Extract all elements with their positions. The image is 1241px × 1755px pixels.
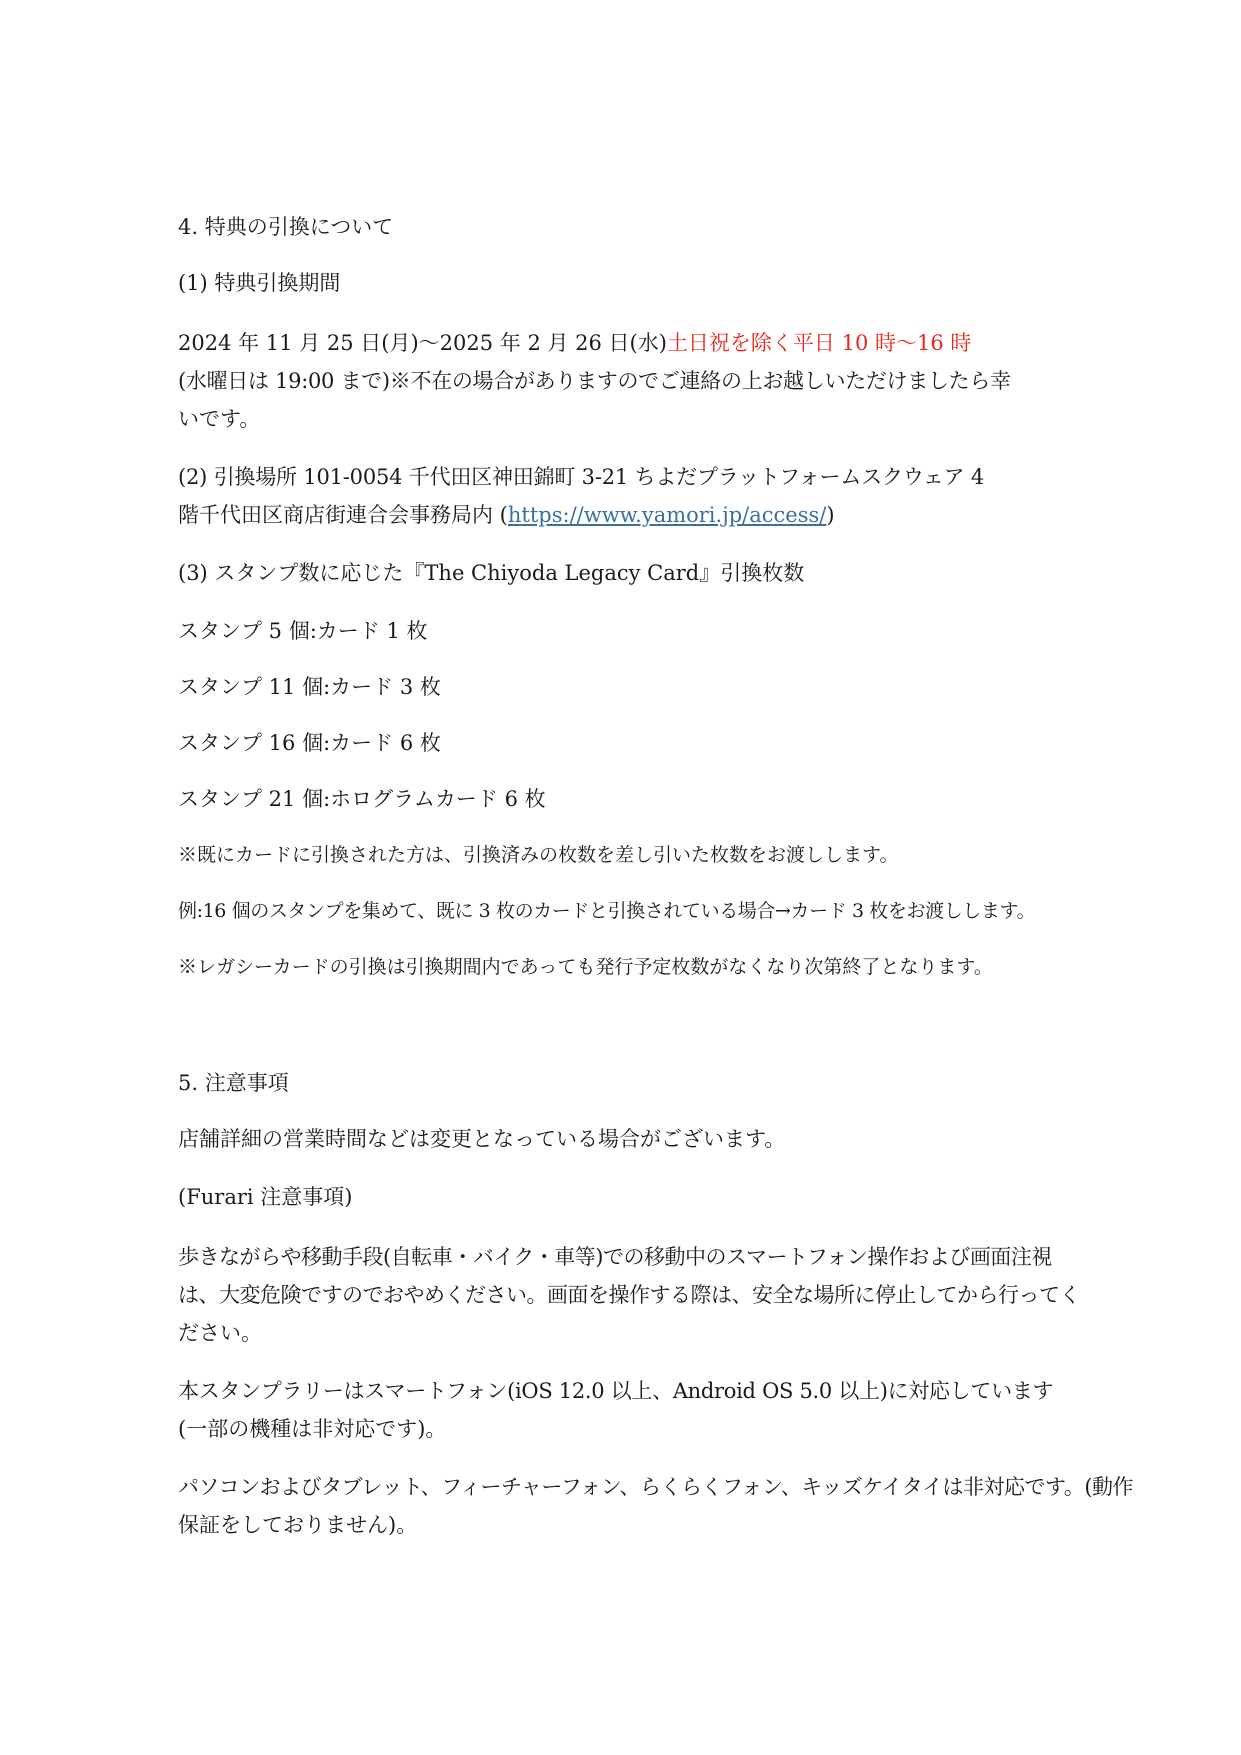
section-5-heading: 5. 注意事項: [178, 1071, 289, 1095]
stamp-item: スタンプ 11 個:カード 3 枚: [178, 675, 441, 699]
exchange-period: [178, 324, 971, 362]
exchange-location-office: 階千代田区商店街連合会事務局内 (: [178, 503, 508, 527]
exchange-period-dates: 2024 年 11 月 25 日(月)～2025 年 2 月 26 日(水): [178, 331, 667, 355]
exchange-example: 例:16 個のスタンプを集めて、既に 3 枚のカードと引換されている場合→カード 3 枚をお渡しします。: [178, 900, 1036, 922]
unsupported-devices-line1: パソコンおよびタブレット、フィーチャーフォン、らくらくフォン、キッズケイタイは非対応です。(動作: [178, 1475, 1134, 1499]
exchange-period-note-line1: (水曜日は 19:00 まで)※不在の場合がありますのでご連絡の上お越しいただけましたら幸: [178, 369, 1011, 393]
stamp-item: スタンプ 16 個:カード 6 枚: [178, 731, 441, 755]
furari-title: (Furari 注意事項): [178, 1185, 353, 1209]
safety-note-line1: 歩きながらや移動手段(自転車・バイク・車等)での移動中のスマートフォン操作および画面注視: [178, 1245, 1052, 1269]
safety-note-line3: ださい。: [178, 1321, 262, 1345]
card-count-title: (3) スタンプ数に応じた『The Chiyoda Legacy Card』引換枚数: [178, 561, 805, 585]
exchange-location-line1: (2) 引換場所 101-0054 千代田区神田錦町 3-21 ちよだプラットフォームスクウェア 4: [178, 465, 985, 489]
exchange-period-title: (1) 特典引換期間: [178, 271, 341, 295]
legacy-card-note: ※レガシーカードの引換は引換期間内であっても発行予定枚数がなくなり次第終了となります。: [178, 956, 993, 978]
exchange-location-close: ): [826, 503, 835, 527]
exchange-period-hours: 土日祝を除く平日 10 時～16 時: [666, 331, 972, 355]
supported-devices-line2: (一部の機種は非対応です)。: [178, 1417, 447, 1441]
supported-devices-line1: 本スタンプラリーはスマートフォン(iOS 12.0 以上、Android OS 5.0 以上)に対応しています: [178, 1379, 1054, 1403]
store-hours-note: 店舗詳細の営業時間などは変更となっている場合がございます。: [178, 1127, 786, 1151]
section-4-heading: 4. 特典の引換について: [178, 215, 394, 239]
exchange-period-note-line2: いです。: [178, 407, 261, 431]
already-exchanged-note: ※既にカードに引換された方は、引換済みの枚数を差し引いた枚数をお渡しします。: [178, 844, 899, 866]
access-link[interactable]: https://www.yamori.jp/access/: [507, 503, 827, 527]
safety-note-line2: は、大変危険ですのでおやめください。画面を操作する際は、安全な場所に停止してから行ってく: [178, 1283, 1080, 1307]
stamp-item: スタンプ 21 個:ホログラムカード 6 枚: [178, 787, 546, 811]
unsupported-devices-line2: 保証をしておりません)。: [178, 1513, 418, 1537]
stamp-item: スタンプ 5 個:カード 1 枚: [178, 619, 428, 643]
exchange-location-line2: [178, 496, 835, 534]
